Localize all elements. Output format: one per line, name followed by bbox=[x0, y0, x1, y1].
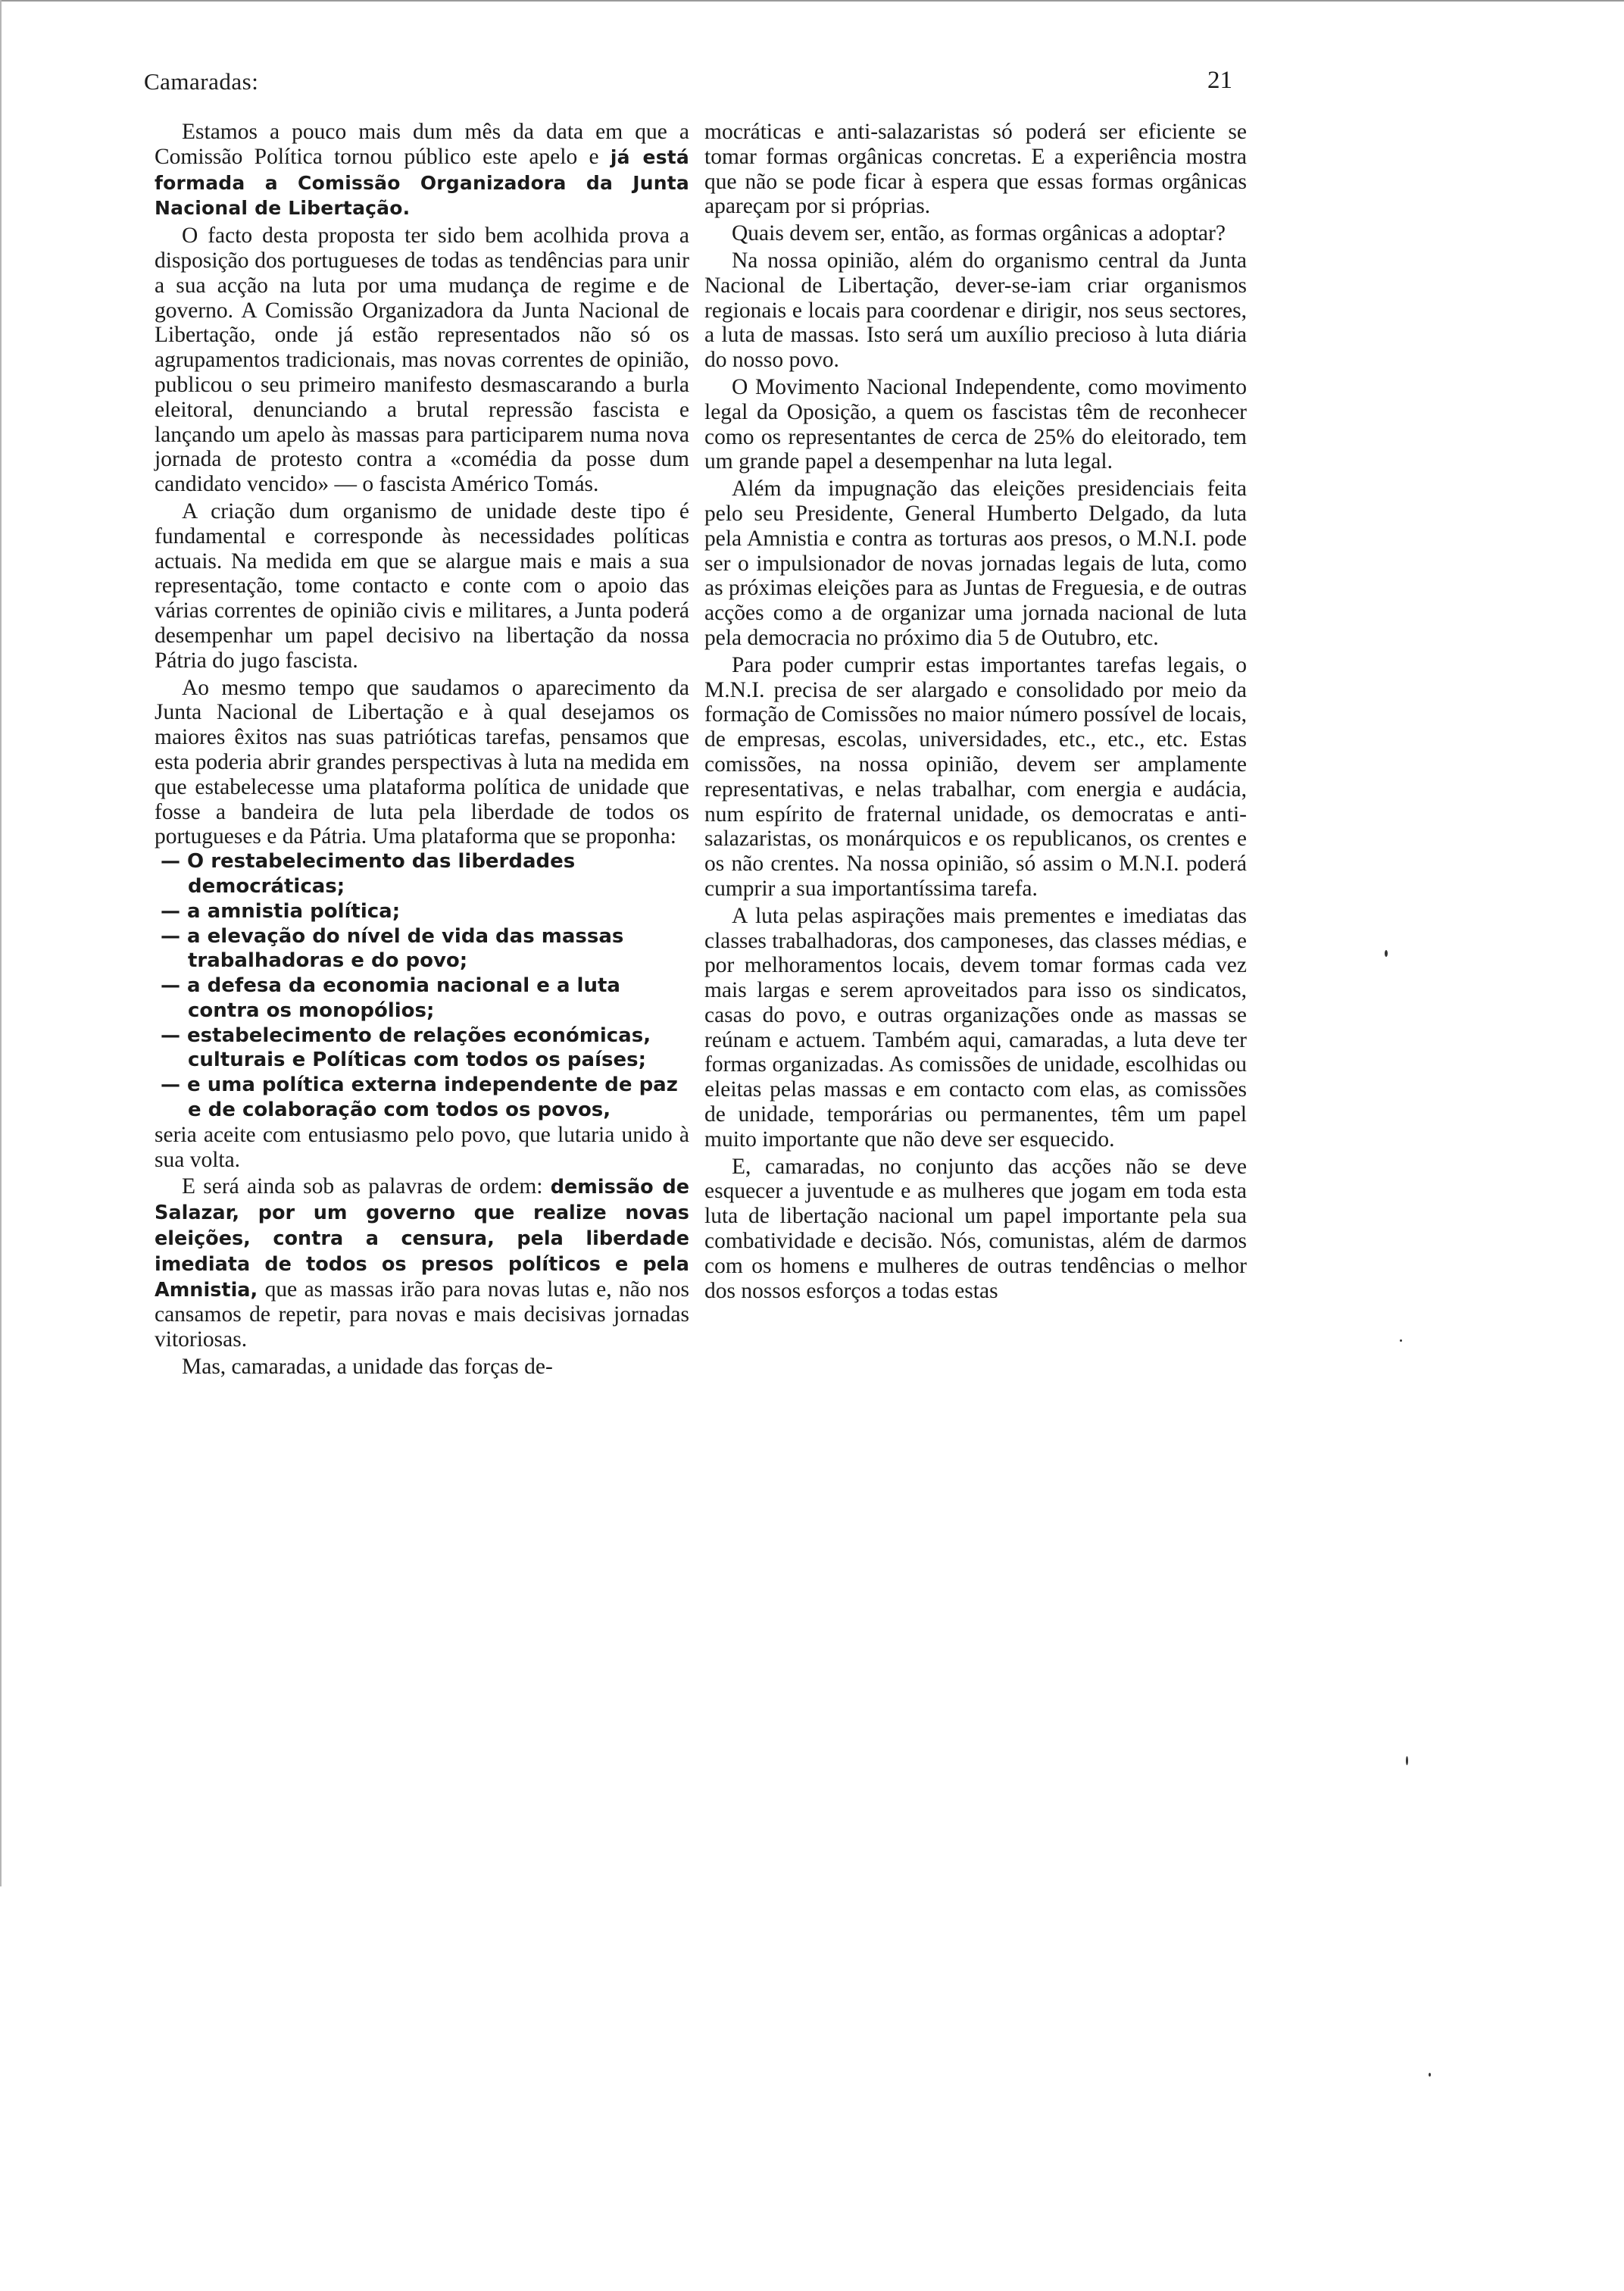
left-p1-text: Estamos a pouco mais dum mês da data em que a Comissão Política tornou público este apelo e bbox=[155, 120, 689, 169]
left-paragraph-6 bbox=[155, 1174, 689, 1352]
right-paragraph-8: E, camaradas, no conjunto das acções não se deve esquecer a juventude e as mulheres que jogam em toda esta luta de libertação nacional um papel importante pela sua combatividade e decisão. Nós, comunistas, além de darmos com os homens e mulheres de outras tendências o melhor dos nossos esforços a todas estas bbox=[704, 1154, 1247, 1303]
left-paragraph-2: O facto desta proposta ter sido bem acolhida prova a disposição dos portugueses de todas as tendências para unir a sua acção na luta por uma mudança de regime e de governo. A Comissão Organizadora da Junta Nacional de Libertação, onde já estão representados não só os agrupamentos tradicionais, mas novas correntes de opinião, publicou o seu primeiro manifesto desmascarando a burla eleitoral, denunciando a brutal repressão fascista e lançando um apelo às massas para participarem numa nova jornada de protesto contra a «comédia da posse dum candidato vencido» — o fascista Américo Tomás. bbox=[155, 223, 689, 497]
right-paragraph-7: A luta pelas aspirações mais prementes e imediatas das classes trabalhadoras, dos camponeses, das classes médias, e por melhoramentos locais, devem tomar formas cada vez mais largas e serem aproveitados para isso os sindicatos, casas do povo, e outras organizações onde as massas se reúnam e actuem. Também aqui, camaradas, a luta deve ter formas organizadas. As comissões de unidade, escolhidas ou eleitas pelas massas e em contacto com elas, as comissões de unidade, temporárias ou permanentes, têm um papel muito importante que não deve ser esquecido. bbox=[704, 903, 1247, 1152]
left-paragraph-4: Ao mesmo tempo que saudamos o aparecimento da Junta Nacional de Libertação e à qual desejamos os maiores êxitos nas suas patrióticas tarefas, pensamos que esta poderia abrir grandes perspectivas à luta na medida em que estabelecesse uma plataforma política de unidade que fosse a bandeira de luta pela liberdade de todos os portugueses e da Pátria. Uma plataforma que se proponha: bbox=[155, 675, 689, 849]
left-p6-bold: demissão de Salazar, por um governo que realize novas eleições, contra a censura, pela liberdade imediata de todos os presos políticos e pela Amnistia, bbox=[155, 1176, 689, 1302]
left-paragraph-3: A criação dum organismo de unidade deste tipo é fundamental e corresponde às necessidades políticas actuais. Na medida em que se alargue mais e mais a sua representação, tome contacto e conte com o apoio das várias correntes de opinião civis e militares, a Junta poderá desempenhar um papel decisivo na libertação da nossa Pátria do jugo fascista. bbox=[155, 499, 689, 673]
demand-item: — O restabelecimento das liberdades democráticas; bbox=[161, 850, 576, 898]
platform-demands-list bbox=[155, 849, 689, 1123]
scan-speck bbox=[1385, 950, 1388, 957]
left-p1-bold: já está formada a Comissão Organizadora da Junta Nacional de Libertação. bbox=[155, 145, 689, 220]
demand-item: — e uma política externa independente de paz e de colaboração com todos os povos, bbox=[161, 1074, 678, 1122]
right-paragraph-5: Além da impugnação das eleições presidenciais feita pelo seu Presidente, General Humberto Delgado, da luta pela Amnistia e contra as torturas aos presos, o M.N.I. pode ser o impulsionador de novas jornadas legais de luta, como as próximas eleições para as Juntas de Freguesia, e de outras acções como a de organizar uma jornada nacional de luta pela democracia no próximo dia 5 de Outubro, etc. bbox=[704, 477, 1247, 650]
right-column bbox=[704, 120, 1247, 1303]
left-paragraph-7: Mas, camaradas, a unidade das forças de- bbox=[182, 1355, 553, 1380]
right-paragraph-2: Quais devem ser, então, as formas orgânicas a adoptar? bbox=[732, 221, 1226, 246]
scan-speck bbox=[1406, 1756, 1408, 1765]
running-title: Camaradas: bbox=[144, 68, 259, 95]
demand-item: — estabelecimento de relações económicas, culturais e Políticas com todos os países; bbox=[161, 1024, 651, 1072]
scan-speck bbox=[1429, 2073, 1431, 2077]
right-paragraph-6: Para poder cumprir estas importantes tarefas legais, o M.N.I. precisa de ser alargado e consolidado por meio da formação de Comissões no maior número possível de locais, de empresas, escolas, universidades, etc., etc., etc. Estas comissões, na nossa opinião, devem ser amplamente representativas, e nelas trabalhar, com energia e audácia, num espírito de fraternal unidade, os democratas e anti-salazaristas, os monárquicos e os republicanos, os crentes e os não crentes. Na nossa opinião, só assim o M.N.I. poderá cumprir a sua importantíssima tarefa. bbox=[704, 652, 1247, 901]
scan-speck bbox=[1400, 1339, 1402, 1342]
right-paragraph-1: mocráticas e anti-salazaristas só poderá ser eficiente se tomar formas orgânicas concretas. E a experiência mostra que não se pode ficar à espera que essas formas orgânicas apareçam por si próprias. bbox=[704, 120, 1247, 219]
demand-item: — a amnistia política; bbox=[161, 899, 401, 923]
page-left-edge bbox=[0, 0, 2, 1886]
left-p6-tail: que as massas irão para novas lutas e, não nos cansamos de repetir, para novas e mais decisivas jornadas vitoriosas. bbox=[155, 1277, 689, 1352]
demand-item: — a elevação do nível de vida das massas trabalhadoras e do povo; bbox=[161, 924, 624, 973]
right-paragraph-3: Na nossa opinião, além do organismo central da Junta Nacional de Libertação, dever-se-iam criar organismos regionais e locais para coordenar e dirigir, nos seus sectores, a luta de massas. Isto será um auxílio precioso à luta diária do nosso povo. bbox=[704, 248, 1247, 373]
left-paragraph-1 bbox=[155, 120, 689, 221]
page-top-edge bbox=[0, 0, 1624, 2]
page-number: 21 bbox=[1207, 67, 1232, 94]
left-paragraph-5: seria aceite com entusiasmo pelo povo, que lutaria unido à sua volta. bbox=[155, 1122, 689, 1172]
right-paragraph-4: O Movimento Nacional Independente, como movimento legal da Oposição, a quem os fascistas têm de reconhecer como os representantes de cerca de 25% do eleitorado, tem um grande papel a desempenhar na luta legal. bbox=[704, 374, 1247, 474]
left-p6-lead: E será ainda sob as palavras de ordem: bbox=[182, 1174, 551, 1199]
demand-item: — a defesa da economia nacional e a luta contra os monopólios; bbox=[161, 974, 620, 1022]
left-column bbox=[155, 120, 689, 1380]
